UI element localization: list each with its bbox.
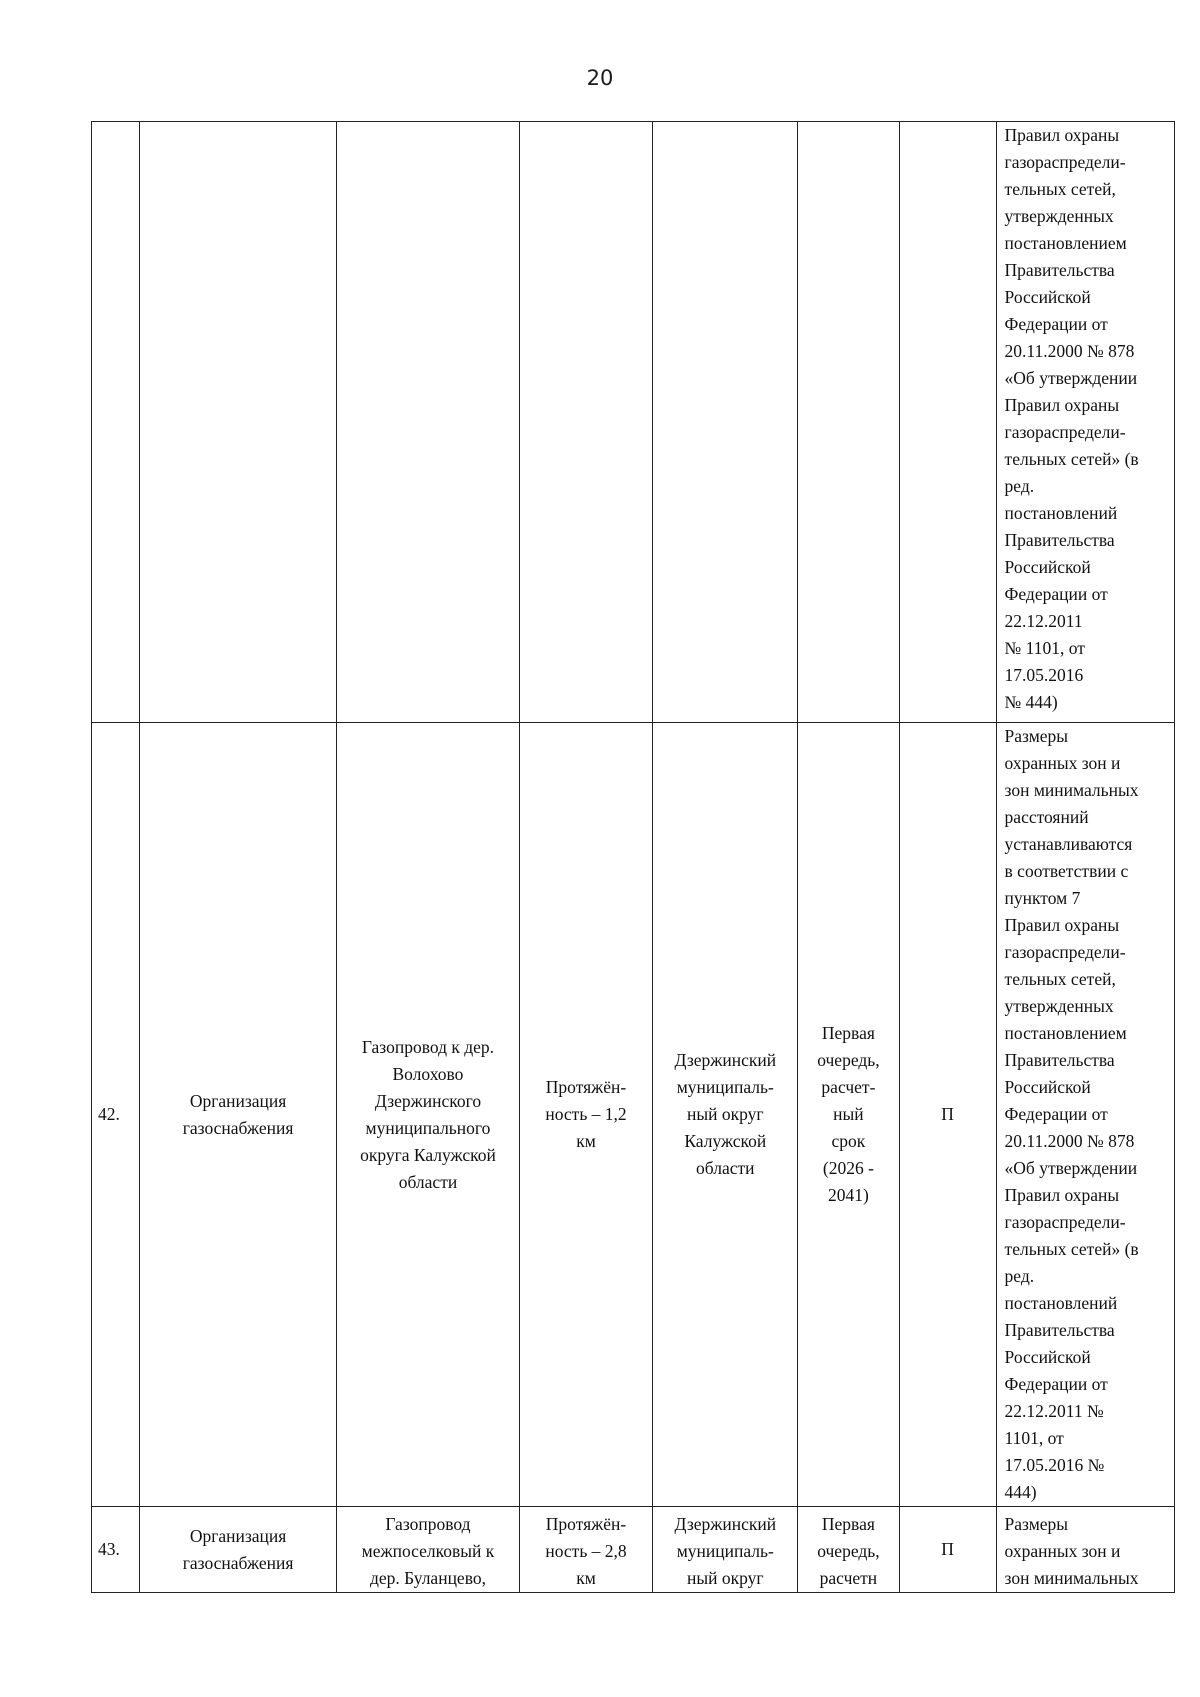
notes-line: ред. — [1004, 476, 1035, 496]
notes-line: 17.05.2016 № — [1004, 1455, 1105, 1475]
location-line: ный округ — [687, 1568, 764, 1588]
characteristics-line: км — [576, 1131, 596, 1151]
status-cell: П — [899, 723, 996, 1507]
object-name-line: Газопровод — [385, 1514, 471, 1534]
object-name-line: Газопровод к дер. — [361, 1036, 495, 1057]
characteristics-cell — [519, 723, 653, 1507]
notes-line: ред. — [1004, 1266, 1035, 1286]
notes-line: постановлений — [1004, 1293, 1118, 1313]
notes-line: устанавливаются — [1004, 834, 1133, 854]
object-name-line: округа Калужской — [360, 1144, 496, 1165]
notes-line: в соответствии с — [1004, 861, 1129, 881]
notes-line: постановлений — [1004, 503, 1118, 523]
table-row — [92, 122, 1175, 723]
object-name-cell — [337, 1507, 520, 1593]
status-cell: П — [899, 1507, 996, 1593]
page-number: 20 — [586, 66, 614, 90]
notes-line: «Об утверждении — [1004, 1158, 1138, 1178]
row-number-cell: 43. — [92, 1507, 140, 1593]
notes-line: постановлением — [1004, 1023, 1127, 1043]
notes-line: № 444) — [1004, 692, 1058, 712]
notes-line: Российской — [1004, 557, 1091, 577]
period-cell — [798, 122, 899, 723]
location-line: муниципаль- — [676, 1541, 774, 1561]
object-name-line: межпоселковый к — [361, 1541, 495, 1561]
location-line: Калужской — [684, 1131, 767, 1151]
characteristics-line: ность – 1,2 — [545, 1104, 627, 1124]
object-type-cell — [139, 122, 336, 723]
notes-line: газораспредели- — [1004, 942, 1126, 962]
notes-line: № 1101, от — [1004, 638, 1085, 658]
object-name-cell — [337, 723, 520, 1507]
notes-line: 20.11.2000 № 878 — [1004, 1131, 1135, 1151]
notes-line: тельных сетей» (в — [1004, 1239, 1139, 1259]
row-number-cell: 42. — [92, 723, 140, 1507]
object-type-line: Организация — [189, 1090, 287, 1111]
notes-cell — [996, 723, 1174, 1507]
period-line: Первая — [821, 1023, 875, 1043]
notes-line: Федерации от — [1004, 1104, 1108, 1124]
notes-line: утвержденных — [1004, 996, 1114, 1016]
notes-line: тельных сетей, — [1004, 179, 1116, 199]
notes-line: пунктом 7 — [1004, 888, 1081, 908]
notes-line: Правил охраны — [1004, 915, 1120, 935]
notes-cell — [996, 1507, 1174, 1593]
notes-line: 22.12.2011 № — [1004, 1401, 1104, 1421]
object-name-cell — [337, 122, 520, 723]
notes-line: Правил охраны — [1004, 125, 1120, 145]
status-cell — [899, 122, 996, 723]
characteristics-line: Протяжён- — [545, 1077, 627, 1097]
table-row — [92, 723, 1175, 1507]
location-line: Дзержинский — [674, 1050, 777, 1070]
location-line: ный округ — [687, 1104, 764, 1124]
object-type-line: Организация — [189, 1525, 287, 1546]
object-name-line: муниципального — [365, 1117, 491, 1138]
location-cell — [653, 1507, 798, 1593]
characteristics-cell — [519, 1507, 653, 1593]
notes-line: тельных сетей» (в — [1004, 449, 1139, 469]
notes-line: Федерации от — [1004, 1374, 1108, 1394]
characteristics-line: км — [576, 1568, 596, 1588]
notes-line: газораспредели- — [1004, 152, 1126, 172]
notes-line: 1101, от — [1004, 1428, 1064, 1448]
objects-table — [91, 121, 1175, 1593]
period-line: очередь, — [817, 1050, 880, 1070]
notes-line: Правил охраны — [1004, 1185, 1120, 1205]
notes-line: зон минимальных — [1004, 780, 1139, 800]
notes-line: Правительства — [1004, 1050, 1115, 1070]
object-type-line: газоснабжения — [182, 1552, 294, 1573]
location-line: Дзержинский — [674, 1514, 777, 1534]
period-line: (2026 - — [822, 1158, 874, 1178]
notes-line: Федерации от — [1004, 584, 1108, 604]
period-line: очередь, — [817, 1541, 880, 1561]
notes-line: расстояний — [1004, 807, 1089, 827]
notes-line: тельных сетей, — [1004, 969, 1116, 989]
notes-line: 17.05.2016 — [1004, 665, 1084, 685]
notes-line: Российской — [1004, 1077, 1091, 1097]
notes-line: газораспредели- — [1004, 1212, 1126, 1232]
row-number-cell — [92, 122, 140, 723]
period-cell — [798, 723, 899, 1507]
location-cell — [653, 122, 798, 723]
notes-line: охранных зон и — [1004, 753, 1121, 773]
object-type-line: газоснабжения — [182, 1117, 294, 1138]
notes-line: Правительства — [1004, 1320, 1115, 1340]
object-name-line: Дзержинского — [374, 1090, 482, 1111]
table-row — [92, 1507, 1175, 1593]
notes-line: 22.12.2011 — [1004, 611, 1083, 631]
period-line: расчет- — [821, 1077, 876, 1097]
notes-line: утвержденных — [1004, 206, 1114, 226]
notes-line: Размеры — [1004, 1514, 1069, 1534]
period-line: ный — [833, 1104, 864, 1124]
characteristics-line: Протяжён- — [545, 1514, 627, 1534]
notes-line: «Об утверждении — [1004, 368, 1138, 388]
object-name-line: дер. Буланцево, — [369, 1568, 486, 1588]
notes-line: Размеры — [1004, 726, 1069, 746]
location-cell — [653, 723, 798, 1507]
object-type-cell — [139, 1507, 336, 1593]
period-cell — [798, 1507, 899, 1593]
location-line: муниципаль- — [676, 1077, 774, 1097]
period-line: Первая — [821, 1514, 875, 1534]
characteristics-cell — [519, 122, 653, 723]
notes-line: 20.11.2000 № 878 — [1004, 341, 1135, 361]
notes-line: охранных зон и — [1004, 1541, 1121, 1561]
notes-line: Российской — [1004, 287, 1091, 307]
object-type-cell — [139, 723, 336, 1507]
characteristics-line: ность – 2,8 — [545, 1541, 627, 1561]
notes-line: Правительства — [1004, 260, 1115, 280]
notes-line: Российской — [1004, 1347, 1091, 1367]
period-line: расчетн — [819, 1568, 878, 1588]
notes-line: Правительства — [1004, 530, 1115, 550]
notes-cell — [996, 122, 1174, 723]
notes-line: 444) — [1004, 1482, 1037, 1502]
notes-line: Федерации от — [1004, 314, 1108, 334]
object-name-line: Волохово — [392, 1063, 464, 1084]
notes-line: зон минимальных — [1004, 1568, 1139, 1588]
notes-line: газораспредели- — [1004, 422, 1126, 442]
notes-line: Правил охраны — [1004, 395, 1120, 415]
period-line: срок — [831, 1131, 866, 1151]
notes-line: постановлением — [1004, 233, 1127, 253]
location-line: области — [696, 1158, 755, 1178]
period-line: 2041) — [828, 1185, 869, 1205]
object-name-line: области — [398, 1171, 458, 1192]
